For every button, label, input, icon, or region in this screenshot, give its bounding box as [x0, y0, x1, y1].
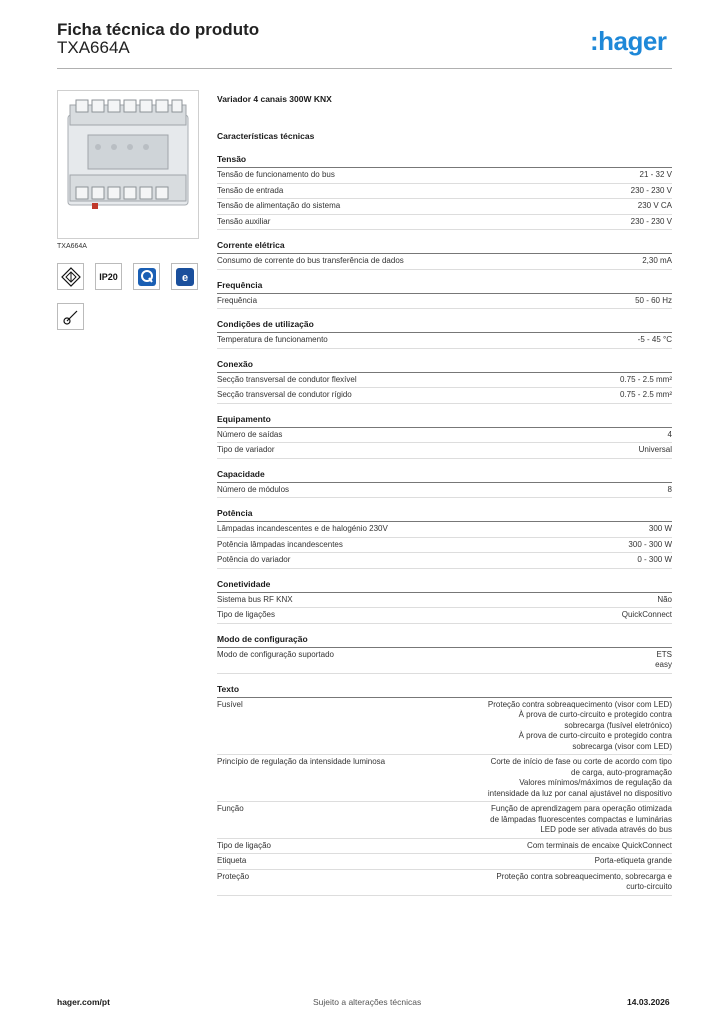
- spec-row: [217, 184, 672, 200]
- spec-row: [217, 428, 672, 444]
- spec-label: Secção transversal de condutor flexível: [217, 374, 357, 384]
- product-code: TXA664A: [57, 38, 130, 57]
- spec-value: -5 - 45 °C: [637, 335, 672, 344]
- spec-label: Tensão de funcionamento do bus: [217, 170, 335, 179]
- footer-note: Sujeito a alterações técnicas: [313, 997, 422, 1007]
- spec-label: Frequência: [217, 295, 258, 305]
- spec-section: [217, 508, 672, 569]
- spec-row: [217, 168, 672, 184]
- spec-value: 300 - 300 W: [628, 539, 672, 549]
- spec-row: [217, 538, 672, 554]
- spec-row: [217, 388, 672, 404]
- spec-label: Tensão de alimentação do sistema: [217, 201, 341, 210]
- section-title: Frequência: [217, 280, 672, 294]
- spec-label: Número de módulos: [217, 484, 290, 494]
- spec-value: 50 - 60 Hz: [635, 295, 672, 305]
- spec-label: Consumo de corrente do bus transferência de dados: [217, 256, 404, 265]
- spec-row: [217, 199, 672, 215]
- section-title: Capacidade: [217, 469, 672, 483]
- spec-label: Lâmpadas incandescentes e de halogénio 230V: [217, 524, 388, 533]
- spec-row: [217, 802, 672, 839]
- section-title: Equipamento: [217, 414, 672, 428]
- screwdriver-icon: [57, 303, 84, 330]
- spec-row: [217, 522, 672, 538]
- spec-value: Corte de início de fase ou corte de acordo com tipo de carga, auto-programação Valores mínimos/máximos de regulação da intensidade da luz por canal ajustável no dispositivo: [487, 757, 672, 798]
- spec-value: 4: [667, 429, 672, 439]
- footer-date: 14.03.2026: [627, 997, 670, 1007]
- spec-row: [217, 755, 672, 802]
- spec-label: Temperatura de funcionamento: [217, 335, 328, 344]
- eu-mark-icon: [171, 263, 198, 290]
- spec-value: 230 - 230 V: [630, 216, 672, 226]
- spec-label: Tipo de variador: [217, 445, 275, 454]
- spec-section: [217, 469, 672, 499]
- spec-label: Potência do variador: [217, 555, 291, 564]
- spec-value: 2,30 mA: [642, 256, 672, 265]
- spec-value: 21 - 32 V: [639, 170, 672, 179]
- spec-value: 0.75 - 2.5 mm²: [619, 390, 672, 399]
- spec-value: Universal: [638, 445, 672, 454]
- spec-section: [217, 319, 672, 349]
- brand-logo: :hager: [590, 26, 667, 56]
- section-title: Corrente elétrica: [217, 240, 672, 254]
- header-divider: [57, 68, 672, 69]
- spec-row: [217, 608, 672, 624]
- spec-row: [217, 373, 672, 389]
- section-title: Condições de utilização: [217, 319, 672, 333]
- section-title: Tensão: [217, 154, 672, 168]
- spec-value: Proteção contra sobreaquecimento, sobrecarga e curto-circuito: [496, 871, 672, 891]
- spec-row: [217, 294, 672, 310]
- spec-label: Etiqueta: [217, 856, 247, 865]
- page-title: Ficha técnica do produto: [57, 20, 260, 39]
- spec-sections: [217, 154, 672, 896]
- spec-label: Tipo de ligações: [217, 610, 275, 619]
- spec-value: 230 V CA: [637, 201, 672, 210]
- spec-row: [217, 333, 672, 349]
- spec-value: Porta-etiqueta grande: [594, 856, 672, 865]
- spec-section: [217, 240, 672, 270]
- ip20-badge: IP20: [95, 263, 122, 290]
- spec-label: Proteção: [217, 871, 250, 881]
- product-name: Variador 4 canais 300W KNX: [217, 94, 332, 104]
- spec-section: [217, 634, 672, 674]
- spec-section: [217, 414, 672, 459]
- spec-row: [217, 593, 672, 609]
- section-title: Modo de configuração: [217, 634, 672, 648]
- spec-label: Tipo de ligação: [217, 840, 271, 850]
- spec-label: Fusível: [217, 699, 243, 709]
- spec-label: Potência lâmpadas incandescentes: [217, 539, 343, 549]
- dimmer-device-icon: [58, 91, 198, 238]
- spec-label: Sistema bus RF KNX: [217, 594, 293, 604]
- spec-row: [217, 443, 672, 459]
- section-title: Conetividade: [217, 579, 672, 593]
- section-title: Potência: [217, 508, 672, 522]
- spec-value: Função de aprendizagem para operação otimizada de lâmpadas fluorescentes compactas e luminárias LED pode ser ativada através do bus: [490, 804, 672, 834]
- spec-row: [217, 854, 672, 870]
- spec-value: ETS easy: [655, 649, 672, 669]
- spec-section: [217, 359, 672, 404]
- section-title: Texto: [217, 684, 672, 698]
- spec-value: Com terminais de encaixe QuickConnect: [527, 840, 672, 850]
- spec-section: [217, 154, 672, 230]
- double-insulation-icon: [57, 263, 84, 290]
- spec-row: [217, 839, 672, 855]
- svg-text:e: e: [181, 271, 188, 284]
- spec-value: Proteção contra sobreaquecimento (visor com LED) À prova de curto-circuito e protegido contra sobrecarga (fusível eletrónico) À prova de curto-circuito e protegido contra sobrecarga (visor com LED): [487, 699, 672, 751]
- spec-row: [217, 483, 672, 499]
- spec-label: Secção transversal de condutor rígido: [217, 390, 352, 399]
- spec-label: Tensão de entrada: [217, 185, 284, 195]
- spec-row: [217, 698, 672, 756]
- spec-section: [217, 684, 672, 896]
- spec-value: 300 W: [648, 524, 672, 533]
- spec-label: Número de saídas: [217, 429, 283, 439]
- spec-label: Princípio de regulação da intensidade luminosa: [217, 757, 386, 766]
- spec-label: Tensão auxiliar: [217, 216, 271, 226]
- product-image: [57, 90, 199, 239]
- spec-value: QuickConnect: [621, 610, 672, 619]
- spec-row: [217, 254, 672, 270]
- quality-mark-icon: [133, 263, 160, 290]
- spec-section: [217, 579, 672, 624]
- spec-value: Não: [657, 594, 672, 604]
- section-title: Conexão: [217, 359, 672, 373]
- spec-value: 0 - 300 W: [637, 555, 672, 564]
- spec-row: [217, 553, 672, 569]
- footer-url[interactable]: hager.com/pt: [57, 997, 110, 1007]
- tech-heading: Características técnicas: [217, 131, 315, 141]
- spec-row: [217, 648, 672, 674]
- spec-row: [217, 870, 672, 896]
- spec-value: 8: [667, 484, 672, 494]
- spec-row: [217, 215, 672, 231]
- spec-panel: [217, 94, 672, 906]
- spec-value: 230 - 230 V: [630, 185, 672, 195]
- spec-label: Modo de configuração suportado: [217, 649, 334, 659]
- image-caption: TXA664A: [57, 243, 87, 250]
- spec-label: Função: [217, 804, 244, 813]
- spec-value: 0.75 - 2.5 mm²: [619, 374, 672, 384]
- spec-section: [217, 280, 672, 310]
